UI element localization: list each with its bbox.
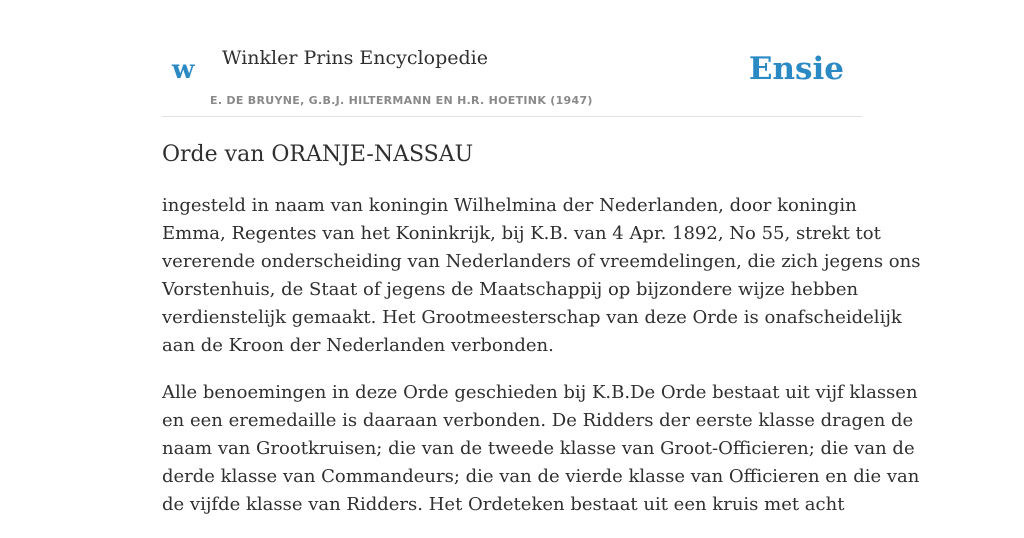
paragraph-line: en een eremedaille is daaraan verbonden. De Ridders der eerste klasse dragen de <box>162 410 914 431</box>
paragraph-line: derde klasse van Commandeurs; die van de vierde klasse van Officieren en die van <box>162 466 920 487</box>
paragraph-line: de vijfde klasse van Ridders. Het Ordeteken bestaat uit een kruis met acht <box>162 494 845 515</box>
winkler-prins-logo[interactable]: w <box>172 55 195 85</box>
article-paragraph <box>162 379 920 519</box>
paragraph-line: vererende onderscheiding van Nederlanders of vreemdelingen, die zich jegens ons <box>162 251 921 272</box>
paragraph-line: ingesteld in naam van koningin Wilhelmina der Nederlanden, door koningin <box>162 195 857 216</box>
page-title: Orde van ORANJE-NASSAU <box>162 142 474 167</box>
ensie-logo-link[interactable]: Ensie <box>748 51 844 87</box>
article-body <box>162 192 921 538</box>
site-header <box>162 0 862 117</box>
paragraph-line: verdienstelijk gemaakt. Het Grootmeesterschap van deze Orde is onafscheidelijk <box>162 307 902 328</box>
paragraph-line: Alle benoemingen in deze Orde geschieden bij K.B.De Orde bestaat uit vijf klassen <box>162 382 918 403</box>
paragraph-line: naam van Grootkruisen; die van de tweede klasse van Groot-Officieren; die van de <box>162 438 915 459</box>
paragraph-line: Emma, Regentes van het Koninkrijk, bij K.B. van 4 Apr. 1892, No 55, strekt tot <box>162 223 881 244</box>
article-paragraph <box>162 192 921 360</box>
paragraph-line: aan de Kroon der Nederlanden verbonden. <box>162 335 554 356</box>
paragraph-line: Vorstenhuis, de Staat of jegens de Maatschappij op bijzondere wijze hebben <box>162 279 859 300</box>
source-authors: E. DE BRUYNE, G.B.J. HILTERMANN EN H.R. HOETINK (1947) <box>210 94 593 107</box>
source-title[interactable]: Winkler Prins Encyclopedie <box>222 47 488 69</box>
